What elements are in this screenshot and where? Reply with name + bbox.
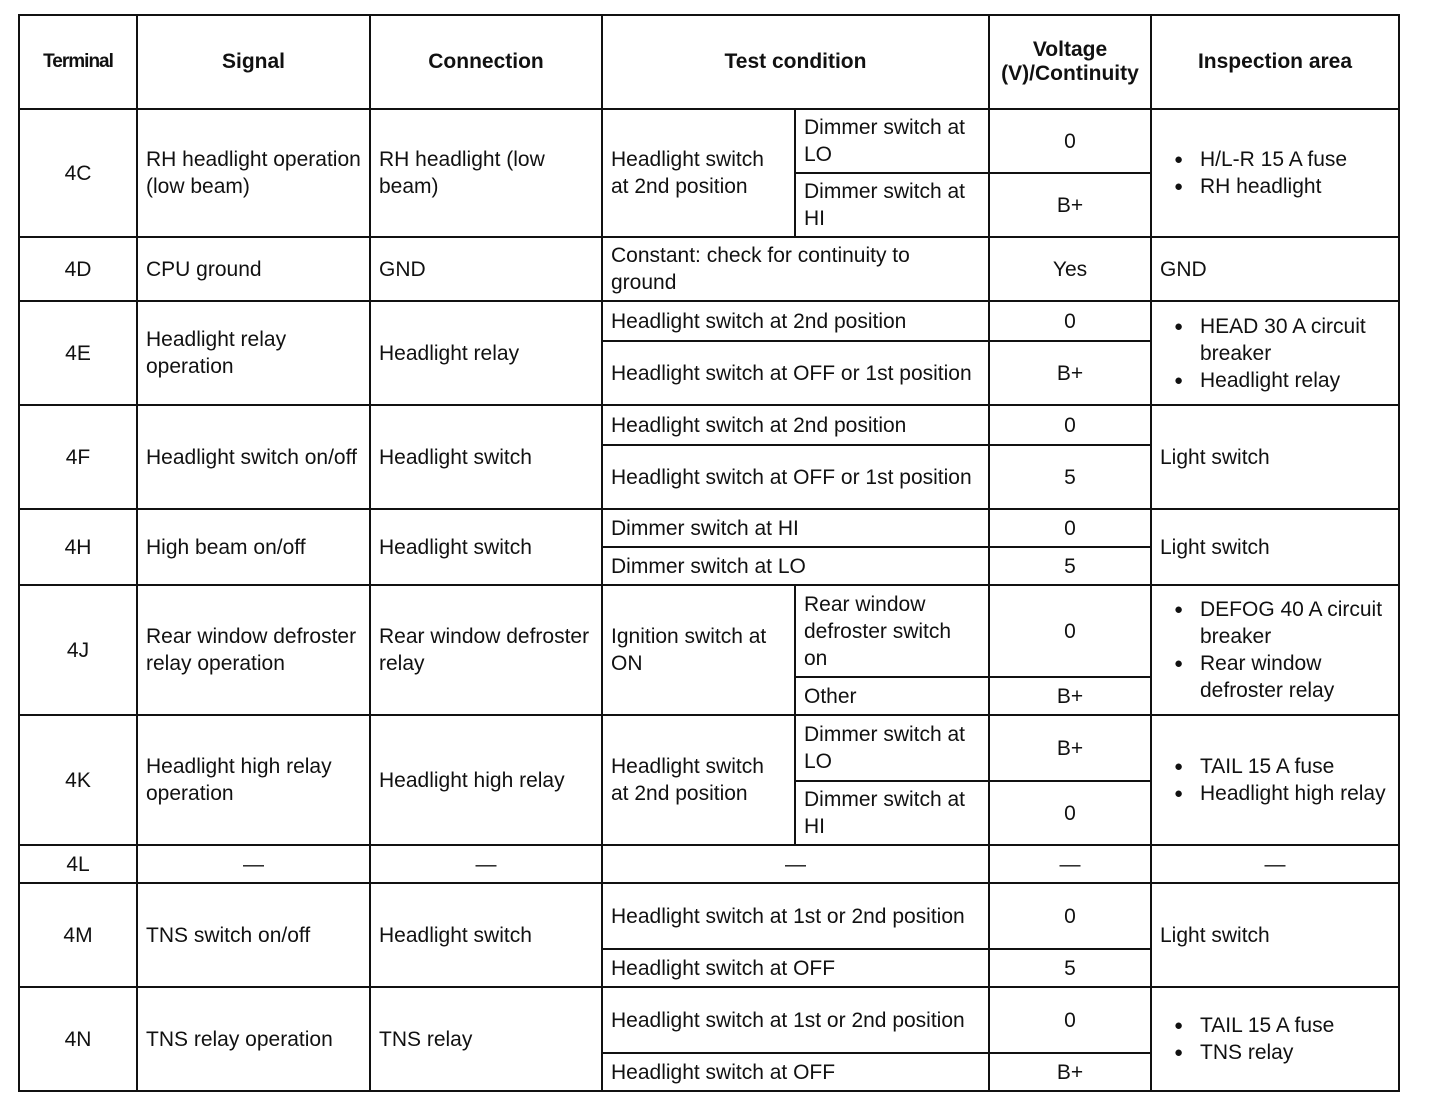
voltage-value-cell: B+ bbox=[989, 715, 1151, 781]
voltage-value-cell: 0 bbox=[989, 987, 1151, 1053]
test-condition-cell: Headlight switch at 1st or 2nd position bbox=[602, 883, 989, 949]
header-connection: Connection bbox=[370, 15, 602, 109]
inspection-area-cell: Light switch bbox=[1151, 405, 1399, 509]
voltage-value-cell: 5 bbox=[989, 445, 1151, 509]
voltage-value-cell: 0 bbox=[989, 781, 1151, 845]
terminal-cell: 4F bbox=[19, 405, 137, 509]
header-terminal: Terminal bbox=[19, 15, 137, 109]
table-row bbox=[19, 237, 1399, 301]
connection-cell: RH headlight (low beam) bbox=[370, 109, 602, 237]
header-voltage: Voltage (V)/Continuity bbox=[989, 15, 1151, 109]
test-condition-cell: Headlight switch at 1st or 2nd position bbox=[602, 987, 989, 1053]
terminal-cell: 4K bbox=[19, 715, 137, 845]
connection-cell: TNS relay bbox=[370, 987, 602, 1091]
test-condition-sub-cell: Rear window defroster switch on bbox=[795, 585, 989, 677]
inspection-area-cell bbox=[1151, 715, 1399, 845]
inspection-item: ● DEFOG 40 A circuit breaker bbox=[1160, 596, 1390, 650]
terminal-cell: 4C bbox=[19, 109, 137, 237]
signal-cell: Headlight high relay operation bbox=[137, 715, 370, 845]
inspection-item: ● Rear window defroster relay bbox=[1160, 650, 1390, 704]
inspection-area-cell: Light switch bbox=[1151, 883, 1399, 987]
voltage-value-cell: 0 bbox=[989, 301, 1151, 341]
signal-cell: TNS relay operation bbox=[137, 987, 370, 1091]
test-condition-cell: Constant: check for continuity to ground bbox=[602, 237, 989, 301]
table-row bbox=[19, 585, 1399, 677]
terminal-cell: 4J bbox=[19, 585, 137, 715]
test-condition-cell: Dimmer switch at LO bbox=[602, 547, 989, 585]
voltage-value-cell: B+ bbox=[989, 1053, 1151, 1091]
test-condition-cell: Headlight switch at OFF bbox=[602, 1053, 989, 1091]
voltage-value-cell: 0 bbox=[989, 405, 1151, 445]
voltage-value-cell: 0 bbox=[989, 109, 1151, 173]
table-row bbox=[19, 405, 1399, 445]
table-row bbox=[19, 845, 1399, 883]
inspection-area-cell: — bbox=[1151, 845, 1399, 883]
inspection-item: ● Headlight high relay bbox=[1160, 780, 1390, 807]
voltage-value-cell: 5 bbox=[989, 949, 1151, 987]
inspection-list bbox=[1160, 596, 1390, 704]
terminal-cell: 4D bbox=[19, 237, 137, 301]
test-condition-cell: Headlight switch at OFF bbox=[602, 949, 989, 987]
table-row bbox=[19, 883, 1399, 949]
table-row bbox=[19, 109, 1399, 173]
terminal-inspection-table bbox=[18, 14, 1400, 1092]
signal-cell: Headlight switch on/off bbox=[137, 405, 370, 509]
inspection-item: ● HEAD 30 A circuit breaker bbox=[1160, 313, 1390, 367]
inspection-item: ● RH headlight bbox=[1160, 173, 1390, 200]
voltage-value-cell: 5 bbox=[989, 547, 1151, 585]
voltage-value-cell: 0 bbox=[989, 883, 1151, 949]
test-condition-cell: Headlight switch at OFF or 1st position bbox=[602, 445, 989, 509]
inspection-area-cell bbox=[1151, 109, 1399, 237]
table-row bbox=[19, 715, 1399, 781]
inspection-item: ● TNS relay bbox=[1160, 1039, 1390, 1066]
terminal-cell: 4M bbox=[19, 883, 137, 987]
voltage-value-cell: B+ bbox=[989, 677, 1151, 715]
inspection-item: ● TAIL 15 A fuse bbox=[1160, 1012, 1390, 1039]
signal-cell: CPU ground bbox=[137, 237, 370, 301]
voltage-value-cell: Yes bbox=[989, 237, 1151, 301]
test-condition-sub-cell: Dimmer switch at LO bbox=[795, 715, 989, 781]
test-condition-cell: Headlight switch at OFF or 1st position bbox=[602, 341, 989, 405]
inspection-item: ● TAIL 15 A fuse bbox=[1160, 753, 1390, 780]
test-condition-cell: Headlight switch at 2nd position bbox=[602, 405, 989, 445]
inspection-area-cell bbox=[1151, 301, 1399, 405]
connection-cell: Headlight switch bbox=[370, 405, 602, 509]
test-condition-sub-cell: Other bbox=[795, 677, 989, 715]
table-body bbox=[19, 109, 1399, 1091]
header-row bbox=[19, 15, 1399, 109]
connection-cell: GND bbox=[370, 237, 602, 301]
test-condition-sub-cell: Dimmer switch at LO bbox=[795, 109, 989, 173]
signal-cell: Rear window defroster relay operation bbox=[137, 585, 370, 715]
connection-cell: Rear window defroster relay bbox=[370, 585, 602, 715]
connection-cell: Headlight switch bbox=[370, 883, 602, 987]
connection-cell: Headlight switch bbox=[370, 509, 602, 585]
inspection-list bbox=[1160, 313, 1390, 394]
terminal-cell: 4N bbox=[19, 987, 137, 1091]
test-condition-cell: Headlight switch at 2nd position bbox=[602, 301, 989, 341]
signal-cell: RH headlight operation (low beam) bbox=[137, 109, 370, 237]
table-row bbox=[19, 987, 1399, 1053]
test-condition-cell: Dimmer switch at HI bbox=[602, 509, 989, 547]
connection-cell: — bbox=[370, 845, 602, 883]
terminal-cell: 4L bbox=[19, 845, 137, 883]
inspection-list bbox=[1160, 146, 1390, 200]
inspection-item: ● H/L-R 15 A fuse bbox=[1160, 146, 1390, 173]
test-condition-main-cell: Ignition switch at ON bbox=[602, 585, 795, 715]
terminal-cell: 4H bbox=[19, 509, 137, 585]
voltage-value-cell: B+ bbox=[989, 173, 1151, 237]
connection-cell: Headlight relay bbox=[370, 301, 602, 405]
connection-cell: Headlight high relay bbox=[370, 715, 602, 845]
terminal-cell: 4E bbox=[19, 301, 137, 405]
inspection-area-cell: Light switch bbox=[1151, 509, 1399, 585]
header-inspection-area: Inspection area bbox=[1151, 15, 1399, 109]
inspection-area-cell bbox=[1151, 585, 1399, 715]
inspection-item: ● Headlight relay bbox=[1160, 367, 1390, 394]
signal-cell: High beam on/off bbox=[137, 509, 370, 585]
inspection-list bbox=[1160, 753, 1390, 807]
signal-cell: — bbox=[137, 845, 370, 883]
header-signal: Signal bbox=[137, 15, 370, 109]
test-condition-sub-cell: Dimmer switch at HI bbox=[795, 781, 989, 845]
test-condition-sub-cell: Dimmer switch at HI bbox=[795, 173, 989, 237]
test-condition-cell: — bbox=[602, 845, 989, 883]
voltage-value-cell: 0 bbox=[989, 585, 1151, 677]
signal-cell: Headlight relay operation bbox=[137, 301, 370, 405]
voltage-value-cell: B+ bbox=[989, 341, 1151, 405]
table-row bbox=[19, 301, 1399, 341]
inspection-area-cell bbox=[1151, 987, 1399, 1091]
inspection-area-cell: GND bbox=[1151, 237, 1399, 301]
header-test-condition: Test condition bbox=[602, 15, 989, 109]
voltage-value-cell: — bbox=[989, 845, 1151, 883]
test-condition-main-cell: Headlight switch at 2nd position bbox=[602, 715, 795, 845]
signal-cell: TNS switch on/off bbox=[137, 883, 370, 987]
inspection-list bbox=[1160, 1012, 1390, 1066]
voltage-value-cell: 0 bbox=[989, 509, 1151, 547]
table-row bbox=[19, 509, 1399, 547]
test-condition-main-cell: Headlight switch at 2nd position bbox=[602, 109, 795, 237]
